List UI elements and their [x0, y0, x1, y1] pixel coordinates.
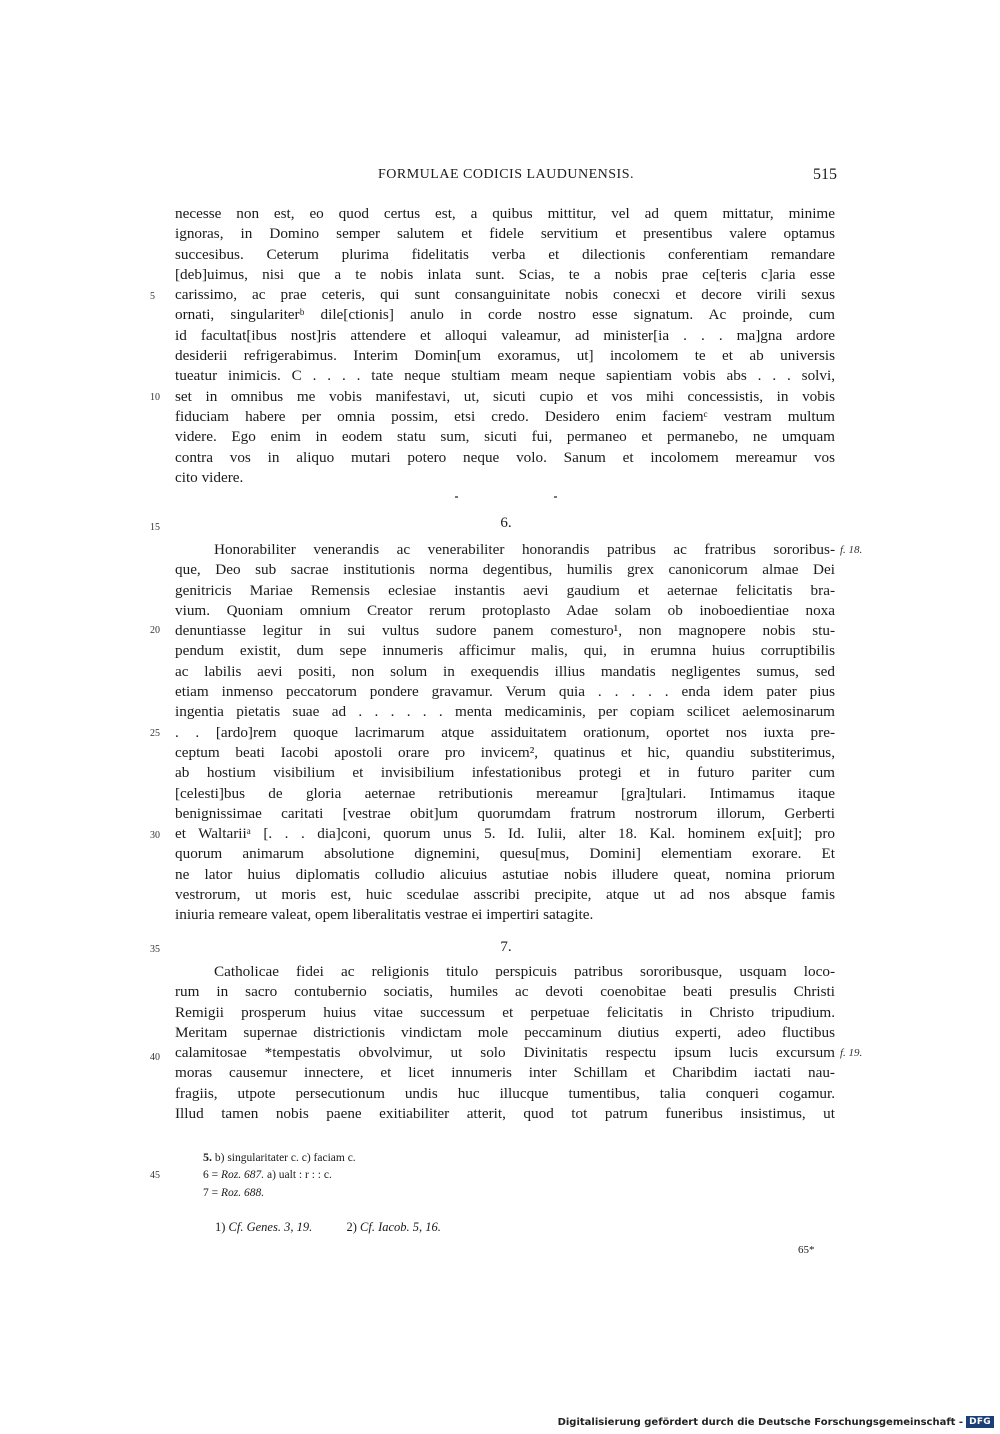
- text-line: benignissimae caritati [vestrae obit]um quorumdam fratrum nostrorum illorum, Gerberti: [175, 804, 835, 822]
- margin-line-number: 35: [150, 944, 160, 955]
- footer-credit: [558, 1416, 994, 1428]
- text-line: genitricis Mariae Remensis eclesiae instantis aevi gaudium et aeternae felicitatis bra-: [175, 581, 835, 599]
- folio-sidenote: f. 19.: [840, 1047, 863, 1059]
- margin-line-number: 30: [150, 830, 160, 841]
- text-line: ne lator huius diplomatis colludio alicuius astutiae nobis illudere queat, nomina priorum: [175, 865, 835, 883]
- page-number: 515: [813, 166, 837, 183]
- text-line: id facultat[ibus nost]ris attendere et alloqui valeamur, ad minister[ia . . . ma]gna ardore: [175, 326, 835, 344]
- text-line: tueatur inimicis. C . . . . tate neque stultiam meam neque sapientiam vobis abs . . . solvi,: [175, 367, 835, 385]
- text-line: desiderii refrigerabimus. Interim Domin[um exoramus, ut] incolomem te et ab universis: [175, 347, 835, 365]
- text-line: . . [ardo]rem quoque lacrimarum atque assiduitatem orationum, oportet nos iuxta pre-: [175, 723, 835, 741]
- section-7-text: [175, 962, 835, 1124]
- text-line: vium. Quoniam omnium Creator rerum protoplasto Adae solam ob inoboedientiae noxa: [175, 601, 835, 619]
- text-line: etiam inmenso peccatorum pondere gravamur. Verum quia . . . . . enda idem pater pius: [175, 683, 835, 701]
- text-line: pendum existit, dum sepe innumeris afficimur malis, qui, in erumna huius corruptibilis: [175, 642, 835, 660]
- critical-note: [203, 1148, 356, 1166]
- text-line: contra vos in aliquo mutari potero neque volo. Sanum et incolomem mereamur vos: [175, 448, 835, 466]
- separator-dot: [554, 496, 557, 498]
- note-text: a) ualt : r : : c.: [264, 1169, 332, 1181]
- text-line: ingentia pietatis suae ad . . . . . . menta medicaminis, per copiam scilicet aelemosinarum: [175, 703, 835, 721]
- note-ref: Roz. 687.: [221, 1169, 265, 1181]
- margin-line-number: 45: [150, 1170, 160, 1181]
- text-line: moras causemur innectere, et licet innumeris inter Schillam et Charibdim iactati nau-: [175, 1064, 835, 1082]
- text-line: vestrorum, ut moris est, huic scedulae asscribi precipite, atque ut ad nos absque famis: [175, 886, 835, 904]
- margin-line-number: 40: [150, 1052, 160, 1063]
- running-title: FORMULAE CODICIS LAUDUNENSIS.: [377, 167, 634, 182]
- note-label: 1): [215, 1220, 226, 1234]
- text-line: rum in sacro contubernio sociatis, humiles ac devoti coenobitae beati presulis Christi: [175, 983, 835, 1001]
- text-line: ceptum beati Iacobi apostoli orare pro invicem², quatinus et hic, quandiu substiterimus,: [175, 743, 835, 761]
- section-number-6: 6.: [500, 515, 512, 531]
- text-line: Honorabiliter venerandis ac venerabiliter honorandis patribus ac fratribus sororibus-: [214, 541, 835, 558]
- text-line: Remigii prosperum huius vitae successum et perpetuae felicitatis in Christo tripudium.: [175, 1003, 835, 1021]
- section-number-7: 7.: [500, 939, 512, 955]
- text-line: ab hostium visibilium et invisibilium infestationibus protegi et in futuro pariter cum: [175, 764, 835, 782]
- source-notes: [215, 1220, 441, 1235]
- text-line: iniuria remeare valeat, opem liberalitatis vestrae ei impertiri satagite.: [175, 906, 594, 924]
- margin-line-number: 10: [150, 392, 160, 403]
- text-line: Meritam supernae districtionis vindictam mole peccaminum diutius experti, adeo fluctibus: [175, 1023, 835, 1041]
- text-line: et Waltariiᵃ [. . . dia]coni, quorum unus 5. Id. Iulii, alter 18. Kal. hominem ex[uit]; pro: [175, 825, 835, 843]
- text-line: Catholicae fidei ac religionis titulo perspicuis patribus sororibusque, usquam loco-: [214, 963, 835, 980]
- text-line: succesibus. Ceterum plurima fidelitatis verba et dilectionis conferentiam remandare: [175, 245, 835, 263]
- text-line: ac labilis aevi positi, non solum in exequendis illius mandatis negligentes sumus, sed: [175, 662, 835, 680]
- section-5-text: [175, 204, 835, 488]
- note-ref: Roz. 688.: [221, 1187, 265, 1199]
- section-6-text: [175, 540, 835, 926]
- text-line: que, Deo sub sacrae institutionis norma degentibus, humilis grex canonicorum almae Dei: [175, 561, 835, 579]
- note-label: 5.: [203, 1150, 212, 1164]
- text-line: ignoras, in Domino semper salutem et fidele servitium et presentibus valere optamus: [175, 225, 835, 243]
- text-line: ornati, singulariterᵇ dile[ctionis] anulo in corde nostro esse signatum. Ac proinde, cum: [175, 306, 835, 324]
- text-line: fiduciam habere per omnia possim, etsi credo. Desidero enim faciemᶜ vestram multum: [175, 407, 835, 425]
- margin-line-number: 15: [150, 522, 160, 533]
- folio-sidenote: f. 18.: [840, 544, 863, 556]
- note-ref: Cf. Iacob. 5, 16.: [360, 1220, 441, 1234]
- running-head: [175, 167, 837, 189]
- note-label: 7 =: [203, 1187, 221, 1199]
- text-line: calamitosae *tempestatis obvolvimur, ut solo Divinitatis respectu ipsum lucis excursum: [175, 1044, 835, 1062]
- margin-line-number: 5: [150, 291, 155, 302]
- text-line: videre. Ego enim in eodem statu sum, sicuti fui, permaneo et permanebo, ne umquam: [175, 428, 835, 446]
- text-line: fragiis, utpote persecutionum undis huc illucque tumentibus, talia conqueri cogamur.: [175, 1084, 835, 1102]
- note-text: b) singularitater c. c) faciam c.: [214, 1152, 356, 1164]
- dfg-logo: DFG: [966, 1416, 994, 1428]
- text-line: cito videre.: [175, 468, 244, 486]
- footer-text: Digitalisierung gefördert durch die Deutsche Forschungsgemeinschaft -: [557, 1416, 964, 1428]
- margin-line-number: 25: [150, 728, 160, 739]
- text-line: quorum animarum absolutione dignemini, quesu[mus, Domini] elementiam exorare. Et: [175, 845, 835, 863]
- text-line: [deb]uimus, nisi que a te nobis inlata sunt. Scias, te a nobis prae ce[teris c]aria esse: [175, 265, 835, 283]
- text-line: Illud tamen nobis paene exitiabiliter atterit, quod tot patrum funeribus insistimus, ut: [175, 1105, 835, 1123]
- text-line: set in omnibus me vobis manifestavi, ut, sicuti cupio et vos mihi concessistis, in vobis: [175, 387, 835, 405]
- text-line: carissimo, ac prae ceteris, qui sunt consanguinitate nobis conecxi et decore virili sexus: [175, 286, 835, 304]
- critical-note: [203, 1184, 264, 1202]
- note-label: 6 =: [203, 1169, 221, 1181]
- separator-dot: [455, 496, 458, 498]
- critical-note: [203, 1166, 332, 1184]
- text-line: necesse non est, eo quod certus est, a quibus mittitur, vel ad quem mittatur, minime: [175, 205, 835, 222]
- note-label: 2): [346, 1220, 357, 1234]
- text-line: [celesti]bus de gloria aeternae retributionis mereamur [gra]tulari. Intimamus itaque: [175, 784, 835, 802]
- text-line: denuntiasse legitur in sui vultus sudore panem comesturo¹, non magnopere nobis stu-: [175, 622, 835, 640]
- margin-line-number: 20: [150, 625, 160, 636]
- signature-mark: 65*: [798, 1244, 815, 1256]
- note-ref: Cf. Genes. 3, 19.: [228, 1220, 313, 1234]
